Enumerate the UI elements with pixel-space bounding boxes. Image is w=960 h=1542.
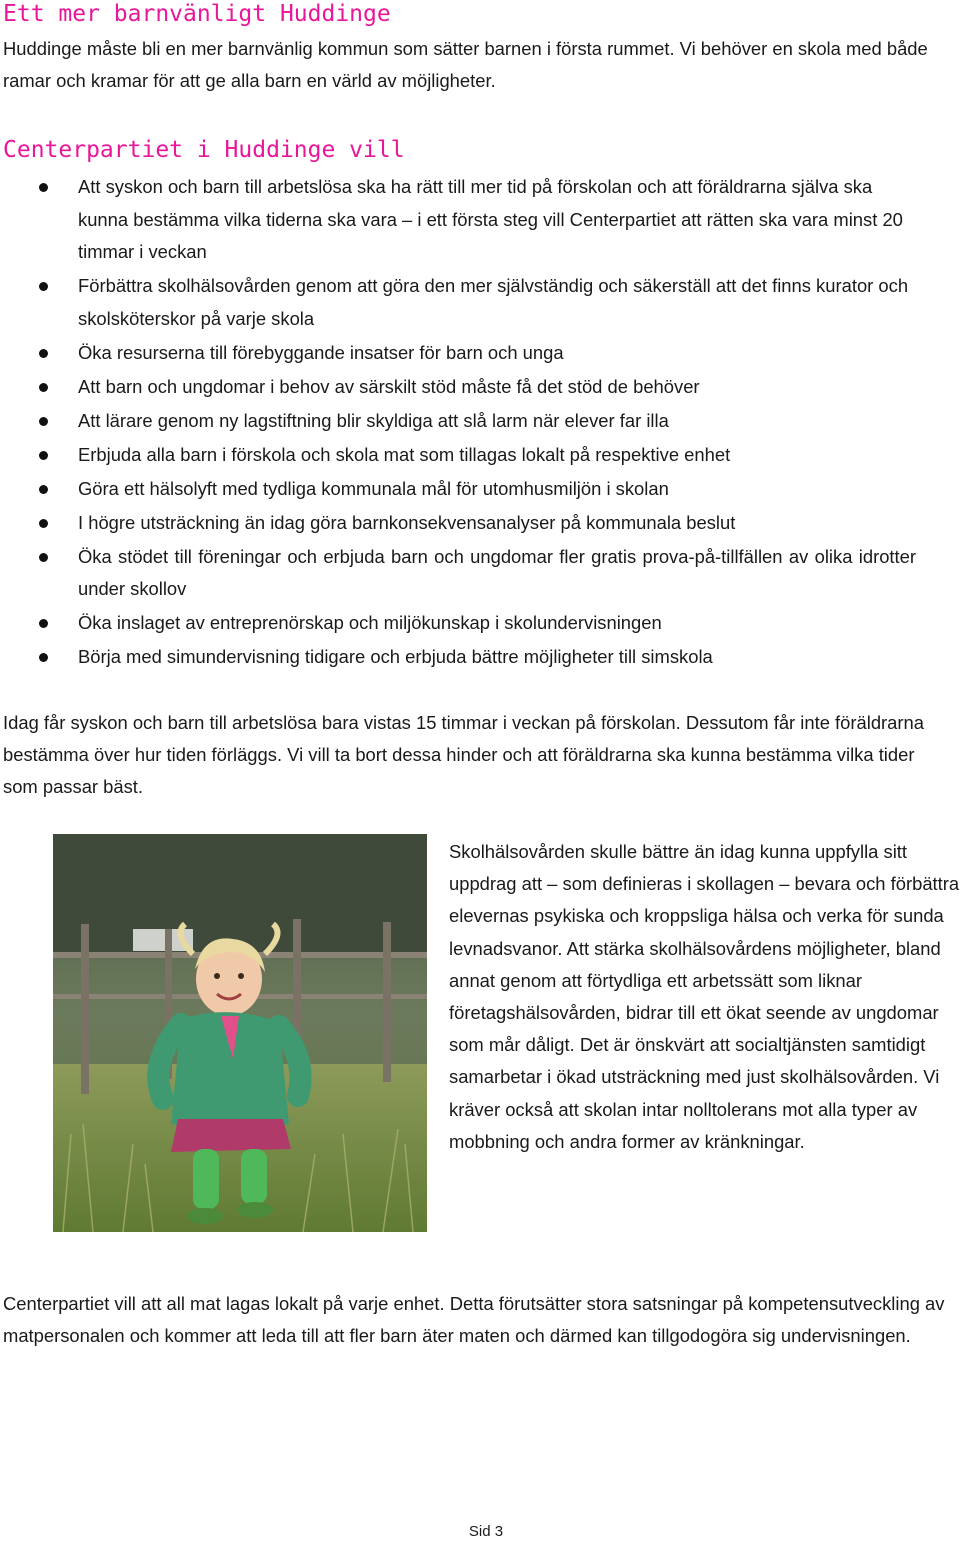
list-item bbox=[0, 270, 960, 335]
bullet-dot-icon bbox=[39, 282, 48, 291]
bullet-dot-icon bbox=[39, 349, 48, 358]
paragraph-local-food: Centerpartiet vill att all mat lagas lokalt på varje enhet. Detta förutsätter stora satsningar på kompetensutveckling av matpersonalen och kommer att leda till att fler barn äter maten och därmed kan tillgodogöra sig undervisningen. bbox=[3, 1293, 945, 1346]
list-item-text: Att barn och ungdomar i behov av särskilt stöd måste få det stöd de behöver bbox=[78, 375, 700, 397]
list-item bbox=[0, 337, 960, 370]
list-item-text: Börja med simundervisning tidigare och erbjuda bättre möjligheter till simskola bbox=[78, 646, 713, 667]
list-item-text: Förbättra skolhälsovården genom att göra den mer självständig och säkerställ att det finns kurator och skolsköterskor på varje skola bbox=[78, 275, 909, 329]
section-heading: Centerpartiet i Huddinge vill bbox=[3, 137, 405, 163]
list-item-text: Erbjuda alla barn i förskola och skola mat som tillagas lokalt på respektive enhet bbox=[78, 443, 731, 465]
page-number: Sid 3 bbox=[468, 1523, 504, 1540]
bullet-dot-icon bbox=[39, 417, 48, 426]
paragraph-preschool: Idag får syskon och barn till arbetslösa bara vistas 15 timmar i veckan på förskolan. Dessutom får inte föräldrarna bestämma över hur tiden förläggs. Vi vill ta bort dessa hinder och att föräldrarna ska kunna bestämma vilka tider som passar bäst. bbox=[3, 712, 924, 797]
list-item-text: Öka inslaget av entreprenörskap och miljökunskap i skolundervisningen bbox=[78, 612, 662, 633]
bullet-dot-icon bbox=[39, 653, 48, 662]
list-item bbox=[0, 171, 960, 269]
list-item bbox=[0, 473, 960, 506]
list-item-text: Öka stödet till föreningar och erbjuda barn och ungdomar fler gratis prova-på-tillfällen av olika idrotter under skollov bbox=[78, 545, 916, 599]
bullet-dot-icon bbox=[39, 553, 48, 562]
bullet-dot-icon bbox=[39, 451, 48, 460]
bullet-dot-icon bbox=[39, 383, 48, 392]
bullet-dot-icon bbox=[39, 183, 48, 192]
child-photo bbox=[53, 834, 427, 1232]
list-item bbox=[0, 439, 960, 472]
list-item bbox=[0, 507, 960, 540]
list-item-text: Göra ett hälsolyft med tydliga kommunala mål för utomhusmiljön i skolan bbox=[78, 477, 669, 499]
list-item bbox=[0, 371, 960, 404]
page-title: Ett mer barnvänligt Huddinge bbox=[3, 1, 391, 27]
bullet-dot-icon bbox=[39, 485, 48, 494]
bullet-list bbox=[0, 171, 960, 675]
list-item bbox=[0, 405, 960, 438]
list-item bbox=[0, 607, 960, 640]
list-item-text: Att syskon och barn till arbetslösa ska ha rätt till mer tid på förskolan och att föräldrarna själva ska kunna bestämma vilka tiderna ska vara – i ett första steg vill Centerpartiet att rätten ska vara minst 20 timmar i veckan bbox=[78, 176, 903, 262]
paragraph-school-health: Skolhälsovården skulle bättre än idag kunna uppfylla sitt uppdrag att – som definieras i skollagen – bevara och förbättra elevernas psykiska och kroppsliga hälsa och verka för sunda levnadsvanor. Att stärka skolhälsovårdens möjligheter, bland annat genom att förtydliga ett arbetssätt som liknar företagshälsovården, bidrar till ett ökat seende av ungdomar som mår dåligt. Det är önskvärt att socialtjänsten samtidigt samarbetar i ökad utsträckning med just skolhälsovården. Vi kräver också att skolan intar nolltolerans mot alla typer av mobbning och andra former av kränkningar. bbox=[449, 841, 960, 1152]
bullet-dot-icon bbox=[39, 619, 48, 628]
list-item-text: Att lärare genom ny lagstiftning blir skyldiga att slå larm när elever far illa bbox=[78, 409, 669, 431]
list-item bbox=[0, 641, 960, 674]
bullet-dot-icon bbox=[39, 519, 48, 528]
intro-paragraph: Huddinge måste bli en mer barnvänlig kommun som sätter barnen i första rummet. Vi behöver en skola med både ramar och kramar för att ge alla barn en värld av möjligheter. bbox=[3, 38, 928, 91]
list-item bbox=[0, 541, 960, 606]
list-item-text: I högre utsträckning än idag göra barnkonsekvensanalyser på kommunala beslut bbox=[78, 511, 736, 533]
list-item-text: Öka resurserna till förebyggande insatser för barn och unga bbox=[78, 341, 564, 363]
